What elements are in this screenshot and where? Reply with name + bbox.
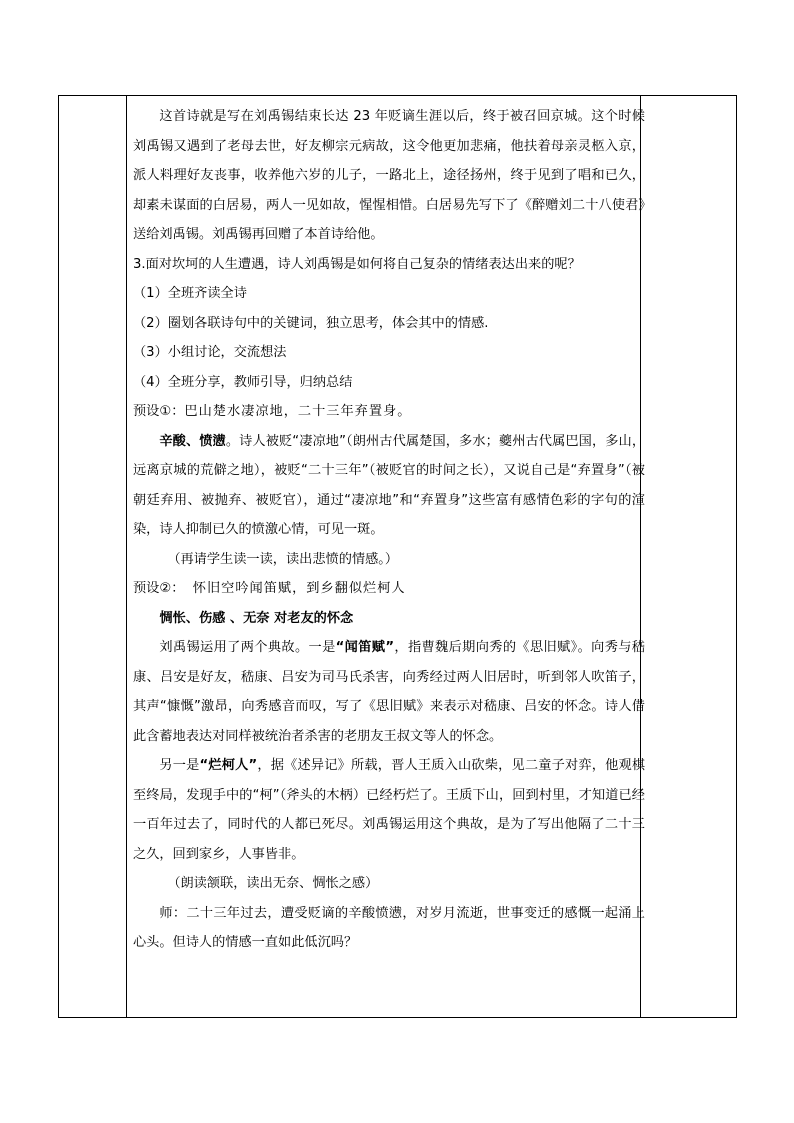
emotion-1-text: 。诗人被贬“凄凉地”（朗州古代属楚国，多水；夔州古代属巴国，多山，远离京城的荒僻之地），被贬“二十三年”（被贬官的时间之长），又说自己是“弃置身”（被朝廷弃用、被抛弃、被贬官），通过“凄凉地”和“弃置身”这些富有感情色彩的字句的渲染，诗人抑制已久的愤激心情，可见一斑。 <box>133 433 646 537</box>
column-divider-left <box>126 96 127 1017</box>
preset-1-label: 预设①： <box>133 404 185 419</box>
step-4: （4）全班分享，教师引导，归纳总结 <box>133 374 353 390</box>
preset-2-poem-line: 怀旧空吟闻笛赋，到乡翻似烂柯人 <box>192 581 406 596</box>
allusion-1-term: “闻笛赋” <box>335 640 395 655</box>
preset-1-poem-line: 巴山楚水凄凉地，二十三年弃置身。 <box>184 404 412 419</box>
note-1: （再请学生读一读，读出悲愤的情感。） <box>167 551 399 567</box>
emotion-1-keywords: 辛酸、愤懑 <box>159 433 226 449</box>
preset-2 <box>133 574 645 604</box>
allusion-1-text-a: 刘禹锡运用了两个典故。一是 <box>159 640 336 655</box>
step-3: （3）小组讨论，交流想法 <box>133 345 287 360</box>
preset-2-label: 预设②： <box>133 581 185 596</box>
allusion-1-paragraph <box>133 633 645 751</box>
emotion-2-heading: 惆怅、伤感 、无奈 对老友的怀念 <box>159 610 354 626</box>
background-paragraph: 这首诗就是写在刘禹锡结束长达 23 年贬谪生涯以后，终于被召回京城。这个时候刘禹锡又遇到了老母去世，好友柳宗元病故，这令他更加悲痛，他扶着母亲灵柩入京，派人料理好友丧事，收养他六岁的儿子，一路北上，途径扬州，终于见到了唱和已久，却素未谋面的白居易，两人一见如故，惺惺相惜。白居易先写下了《醉赠刘二十八使君》送给刘禹锡。刘禹锡再回赠了本首诗给他。 <box>133 109 645 242</box>
note-2: （朗读颔联，读出无奈、惆怅之感） <box>167 876 379 891</box>
question-3: 3.面对坎坷的人生遭遇，诗人刘禹锡是如何将自己复杂的情绪表达出来的呢？ <box>133 256 581 272</box>
allusion-2-term: “烂柯人” <box>199 758 258 773</box>
preset-1 <box>133 397 645 427</box>
allusion-2-text-b: ，据《述异记》所载，晋人王质入山砍柴，见二童子对弈，他观棋至终局，发现手中的“柯”（斧头的木柄）已经朽烂了。王质下山，回到村里，才知道已经一百年过去了，同时代的人都已死尽。刘禹锡运用这个典故，是为了写出他隔了二十三之久，回到家乡，人事皆非。 <box>133 758 646 862</box>
lesson-content <box>133 102 645 958</box>
allusion-2-paragraph <box>133 751 645 869</box>
step-1: （1）全班齐读全诗 <box>133 286 247 301</box>
emotion-1-paragraph <box>133 427 645 545</box>
allusion-1-text-b: ，指曹魏后期向秀的《思旧赋》。向秀与嵇康、吕安是好友，嵇康、吕安为司马氏杀害，向秀经过两人旧居时，听到邻人吹笛子，其声“慷慨”激昂，向秀感音而叹，写了《思旧赋》来表示对嵇康、吕安的怀念。诗人借此含蓄地表达对同样被统治者杀害的老朋友王叔文等人的怀念。 <box>133 640 645 744</box>
allusion-2-text-a: 另一是 <box>159 758 200 773</box>
step-2: （2）圈划各联诗句中的关键词，独立思考，体会其中的情感. <box>133 315 489 331</box>
teacher-remark: 师：二十三年过去，遭受贬谪的辛酸愤懑，对岁月流逝，世事变迁的感慨一起涌上心头。但诗人的情感一直如此低沉吗？ <box>133 905 645 950</box>
